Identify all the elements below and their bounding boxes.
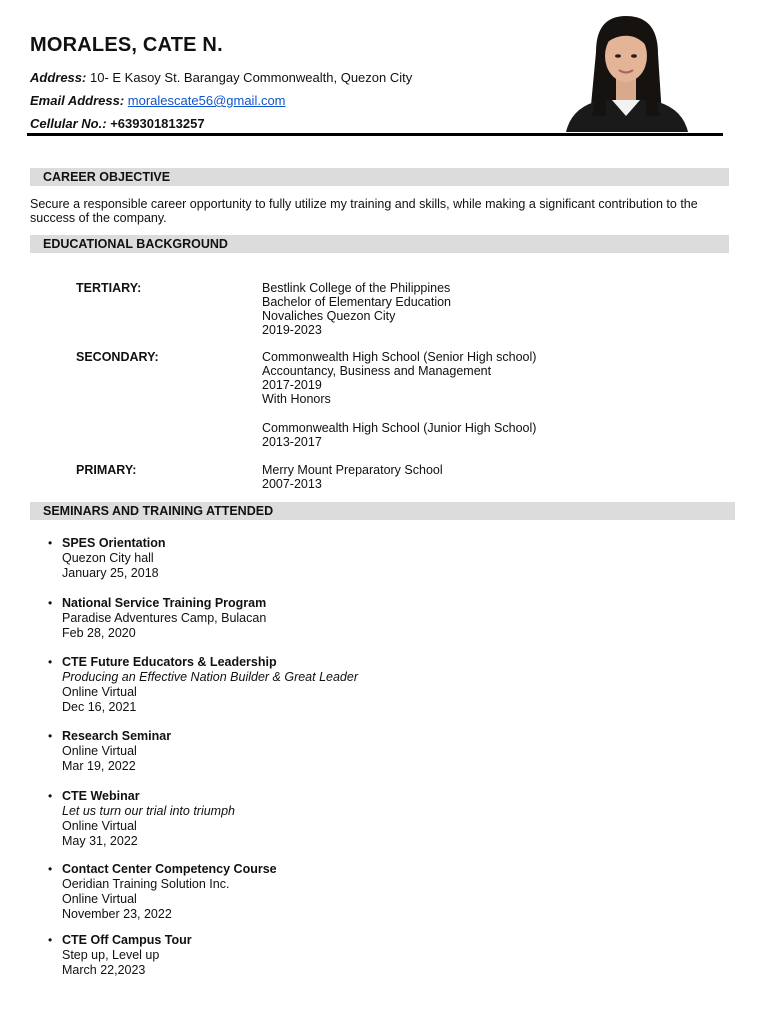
- bullet-icon: •: [48, 862, 53, 876]
- edu-line: Merry Mount Preparatory School: [262, 463, 443, 477]
- bullet-icon: •: [48, 536, 53, 550]
- seminar-title: CTE Off Campus Tour: [62, 933, 192, 947]
- phone-line: [30, 116, 205, 131]
- seminar-title: CTE Future Educators & Leadership: [62, 655, 277, 669]
- seminar-detail: Online Virtual: [62, 819, 137, 833]
- seminar-detail: Oeridian Training Solution Inc.: [62, 877, 230, 891]
- seminar-detail: Dec 16, 2021: [62, 700, 137, 714]
- seminar-detail: Online Virtual: [62, 892, 137, 906]
- address-line: [30, 70, 412, 85]
- bullet-icon: •: [48, 789, 53, 803]
- seminar-item: [48, 729, 171, 774]
- seminar-subtitle: Let us turn our trial into triumph: [62, 804, 235, 818]
- career-objective-text: Secure a responsible career opportunity to fully utilize my training and skills, while making a significant contribution to the success of the company.: [30, 197, 698, 225]
- seminar-item: [48, 789, 235, 849]
- edu-line: 2017-2019: [262, 378, 322, 392]
- seminar-detail: Mar 19, 2022: [62, 759, 136, 773]
- seminar-item: [48, 862, 277, 922]
- seminar-title: National Service Training Program: [62, 596, 267, 610]
- seminar-title: Contact Center Competency Course: [62, 862, 277, 876]
- tertiary-label: TERTIARY:: [76, 281, 142, 295]
- seminar-detail: Step up, Level up: [62, 948, 160, 962]
- resume-name: MORALES, CATE N.: [30, 34, 223, 56]
- edu-line: 2007-2013: [262, 477, 322, 491]
- bullet-icon: •: [48, 655, 53, 669]
- bullet-icon: •: [48, 933, 53, 947]
- career-objective-heading: CAREER OBJECTIVE: [30, 168, 729, 186]
- edu-line: Bestlink College of the Philippines: [262, 281, 451, 295]
- seminar-detail: January 25, 2018: [62, 566, 159, 580]
- profile-photo: [562, 12, 690, 132]
- seminar-detail: Feb 28, 2020: [62, 626, 136, 640]
- seminar-title: Research Seminar: [62, 729, 172, 743]
- edu-line: 2013-2017: [262, 435, 322, 449]
- primary-details: [262, 463, 443, 491]
- seminar-detail: May 31, 2022: [62, 834, 138, 848]
- email-line: [30, 93, 286, 108]
- edu-line: Bachelor of Elementary Education: [262, 295, 451, 309]
- email-label: Email Address:: [30, 93, 125, 108]
- phone-value: +639301813257: [110, 116, 205, 131]
- seminar-detail: Quezon City hall: [62, 551, 154, 565]
- bullet-icon: •: [48, 596, 53, 610]
- address-label: Address:: [30, 70, 87, 85]
- email-link[interactable]: moralescate56@gmail.com: [127, 93, 286, 108]
- seminar-title: SPES Orientation: [62, 536, 166, 550]
- seminar-title: CTE Webinar: [62, 789, 140, 803]
- seminar-detail: November 23, 2022: [62, 907, 172, 921]
- address-value: 10- E Kasoy St. Barangay Commonwealth, Quezon City: [89, 70, 413, 85]
- seminar-detail: March 22,2023: [62, 963, 146, 977]
- seminar-item: [48, 596, 266, 641]
- secondary-label: SECONDARY:: [76, 350, 159, 364]
- seminars-heading: SEMINARS AND TRAINING ATTENDED: [30, 502, 735, 520]
- secondary-details: [262, 350, 536, 406]
- seminar-detail: Online Virtual: [62, 685, 137, 699]
- phone-label: Cellular No.:: [30, 116, 107, 131]
- primary-label: PRIMARY:: [76, 463, 137, 477]
- education-heading: EDUCATIONAL BACKGROUND: [30, 235, 729, 253]
- bullet-icon: •: [48, 729, 53, 743]
- edu-line: Accountancy, Business and Management: [262, 364, 492, 378]
- edu-line: With Honors: [262, 392, 331, 406]
- seminar-detail: Online Virtual: [62, 744, 137, 758]
- header-divider: [27, 133, 723, 136]
- seminar-detail: Paradise Adventures Camp, Bulacan: [62, 611, 267, 625]
- seminar-item: [48, 536, 166, 581]
- secondary-junior-details: [262, 421, 536, 449]
- seminar-subtitle: Producing an Effective Nation Builder & Great Leader: [62, 670, 359, 684]
- seminar-item: [48, 933, 192, 978]
- edu-line: 2019-2023: [262, 323, 322, 337]
- edu-line: Commonwealth High School (Junior High School): [262, 421, 537, 435]
- edu-line: Commonwealth High School (Senior High school): [262, 350, 537, 364]
- edu-line: Novaliches Quezon City: [262, 309, 396, 323]
- tertiary-details: [262, 281, 451, 337]
- seminar-item: [48, 655, 358, 715]
